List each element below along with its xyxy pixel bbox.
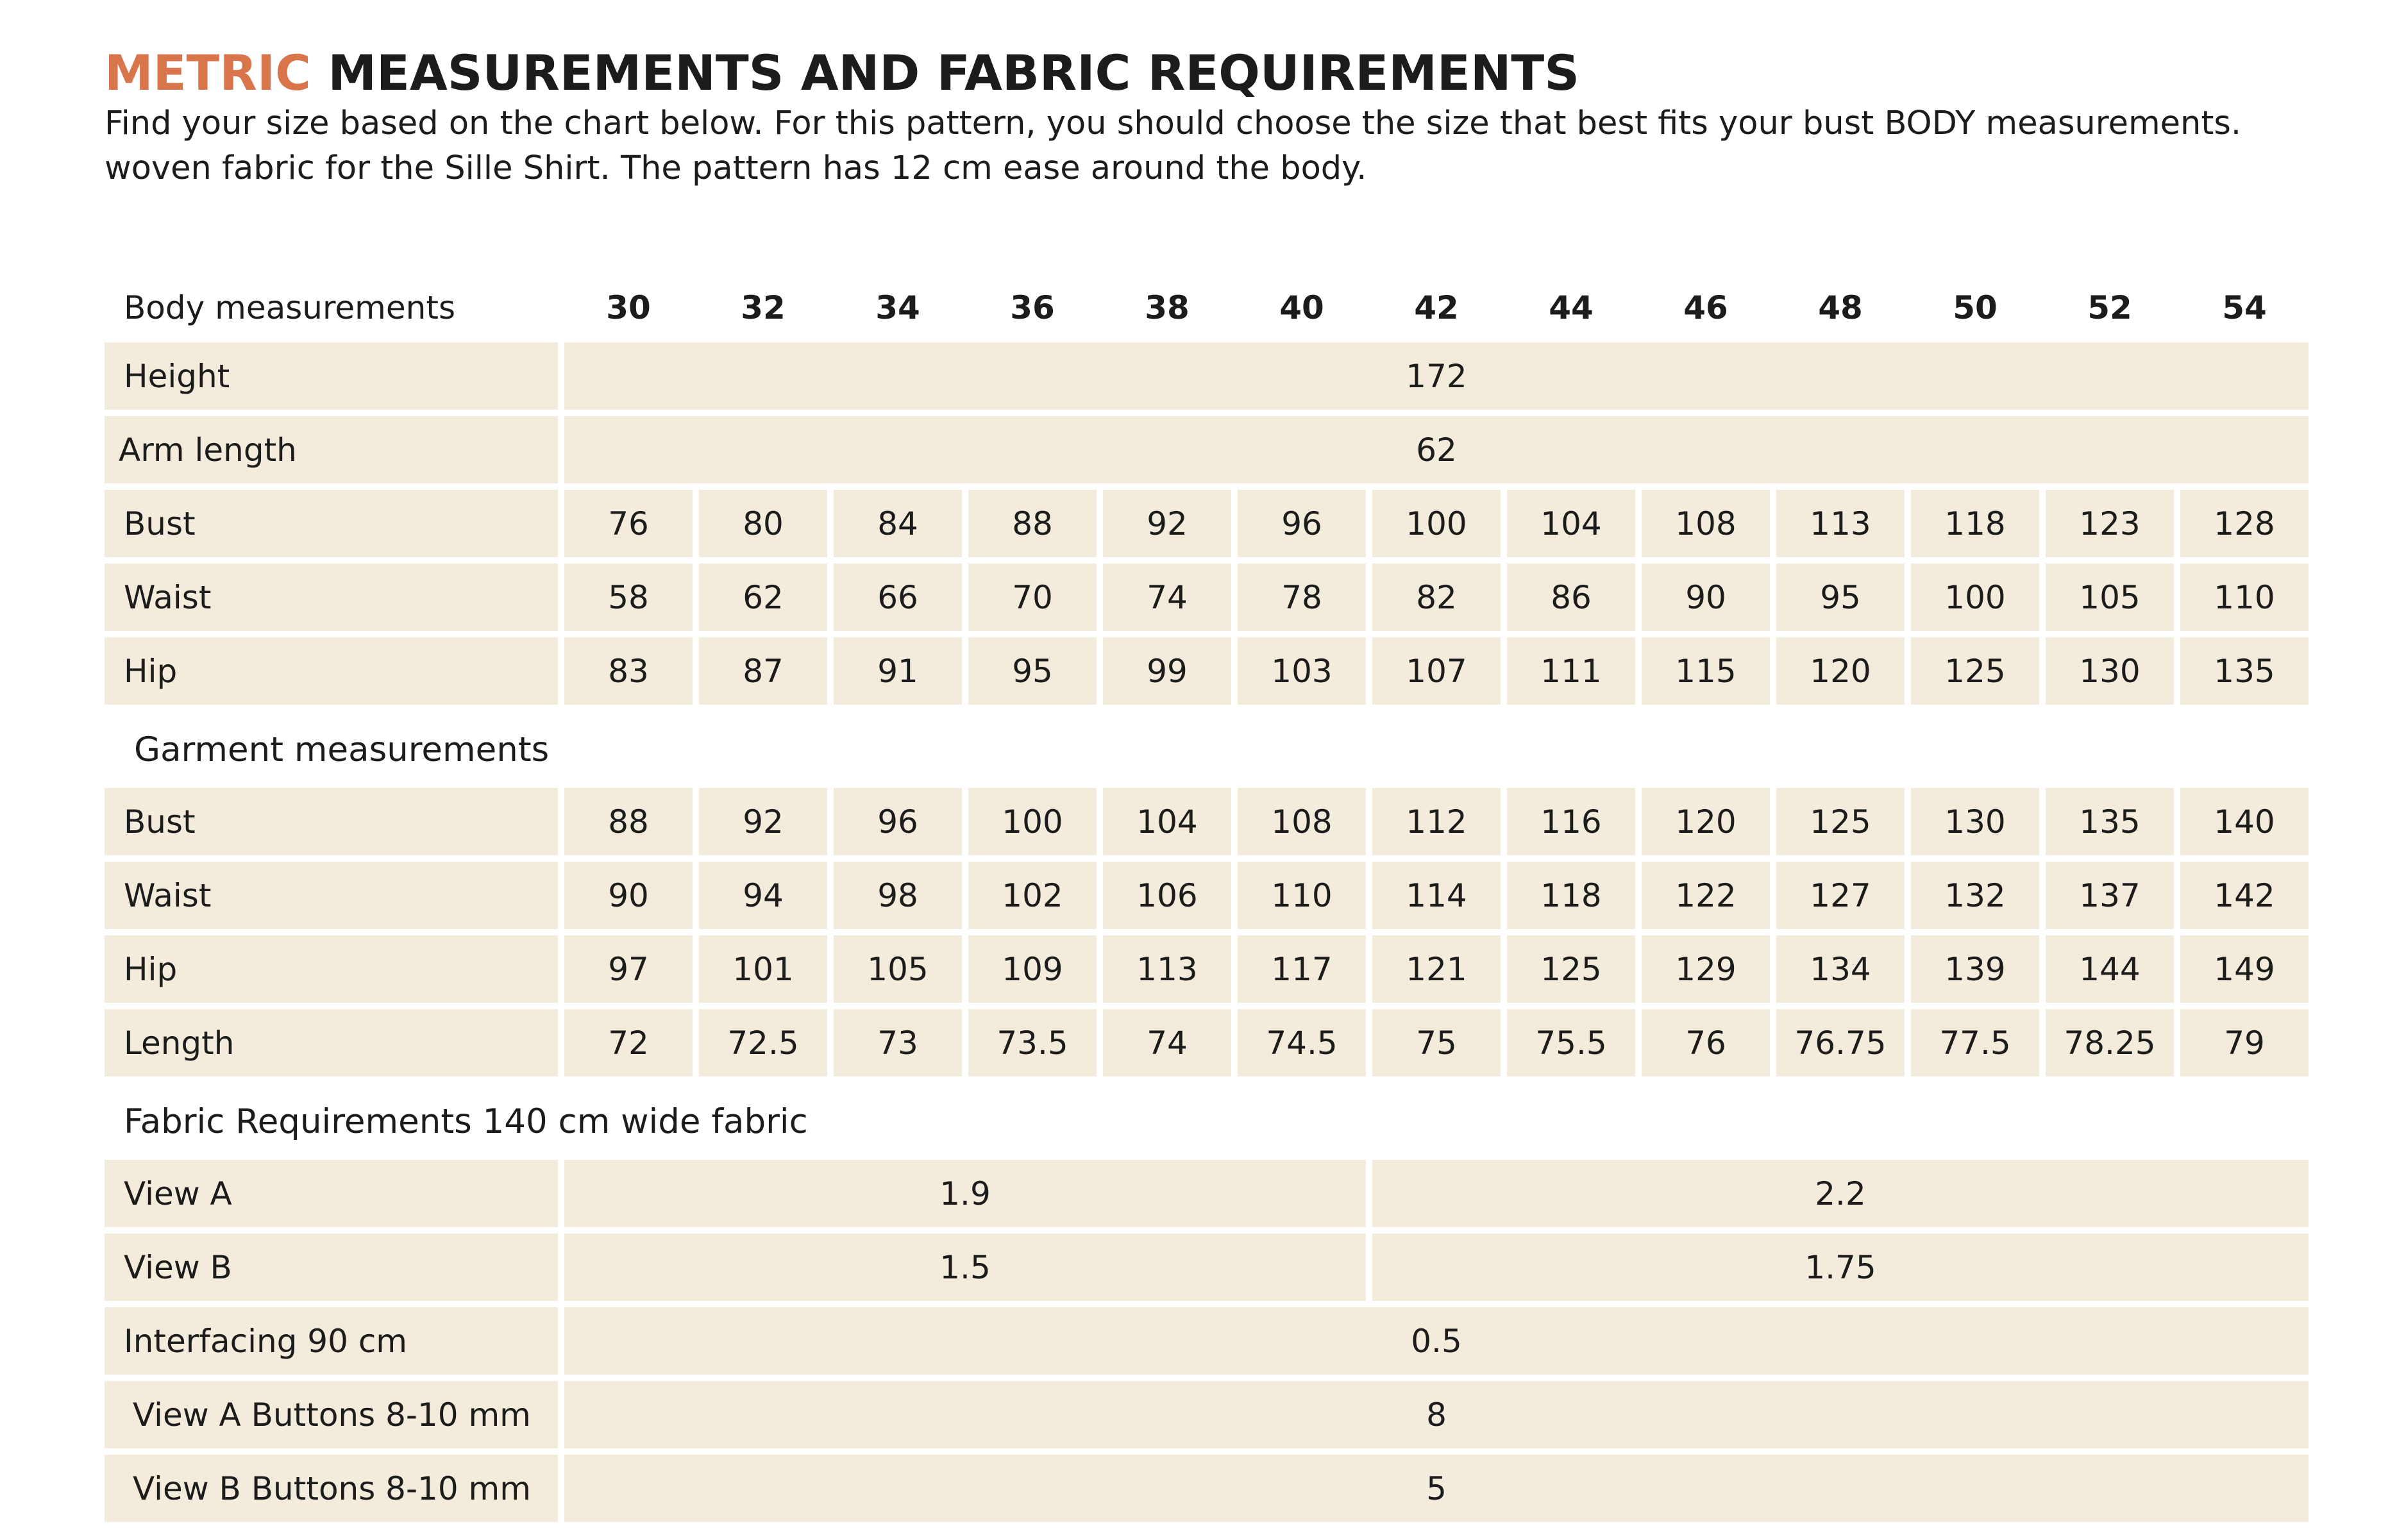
body-cell: 108: [1642, 490, 1770, 564]
body-cell: 84: [834, 490, 962, 564]
body-cell: 76: [564, 490, 693, 564]
row-label-interfacing: Interfacing 90 cm: [105, 1307, 558, 1381]
body-cell: 100: [1911, 564, 2039, 637]
body-cell: 100: [1372, 490, 1501, 564]
garment-cell: 142: [2180, 862, 2309, 935]
garment-measurements-heading: Garment measurements: [134, 730, 550, 769]
body-cell: 82: [1372, 564, 1501, 637]
view-b-small-sizes: 1.5: [564, 1234, 1366, 1307]
garment-cell: 105: [834, 935, 962, 1009]
garment-cell: 75: [1372, 1009, 1501, 1083]
garment-cell: 114: [1372, 862, 1501, 935]
row-label-buttons-b: View B Buttons 8-10 mm: [105, 1455, 558, 1528]
size-header: 44: [1549, 289, 1594, 326]
size-header: 34: [875, 289, 920, 326]
garment-cell: 134: [1776, 935, 1905, 1009]
body-cell: 96: [1238, 490, 1366, 564]
body-cell: 88: [968, 490, 1097, 564]
garment-cell: 94: [699, 862, 827, 935]
size-header: 36: [1010, 289, 1055, 326]
garment-cell: 72.5: [699, 1009, 827, 1083]
garment-cell: 135: [2046, 788, 2174, 862]
size-header: 54: [2222, 289, 2267, 326]
garment-cell: 88: [564, 788, 693, 862]
interfacing-value: 0.5: [564, 1307, 2309, 1381]
body-cell: 62: [699, 564, 827, 637]
view-a-large-sizes: 2.2: [1372, 1160, 2309, 1234]
garment-cell: 104: [1103, 788, 1231, 862]
view-a-small-sizes: 1.9: [564, 1160, 1366, 1234]
body-cell: 113: [1776, 490, 1905, 564]
body-cell: 66: [834, 564, 962, 637]
garment-cell: 127: [1776, 862, 1905, 935]
body-cell: 95: [968, 637, 1097, 711]
body-cell: 103: [1238, 637, 1366, 711]
row-label-height: Height: [105, 342, 558, 416]
garment-cell: 129: [1642, 935, 1770, 1009]
body-cell: 105: [2046, 564, 2174, 637]
garment-cell: 92: [699, 788, 827, 862]
garment-cell: 121: [1372, 935, 1501, 1009]
garment-cell: 76: [1642, 1009, 1770, 1083]
body-cell: 74: [1103, 564, 1231, 637]
body-cell: 130: [2046, 637, 2174, 711]
garment-cell: 116: [1507, 788, 1635, 862]
garment-cell: 113: [1103, 935, 1231, 1009]
intro-line-2: woven fabric for the Sille Shirt. The pattern has 12 cm ease around the body.: [105, 149, 1367, 187]
garment-cell: 112: [1372, 788, 1501, 862]
body-cell: 120: [1776, 637, 1905, 711]
body-cell: 123: [2046, 490, 2174, 564]
body-cell: 107: [1372, 637, 1501, 711]
body-cell: 111: [1507, 637, 1635, 711]
garment-cell: 78.25: [2046, 1009, 2174, 1083]
body-cell: 83: [564, 637, 693, 711]
row-label-arm-length: Arm length: [105, 416, 558, 490]
body-cell: 90: [1642, 564, 1770, 637]
garment-cell: 73: [834, 1009, 962, 1083]
fabric-requirements-heading: Fabric Requirements 140 cm wide fabric: [124, 1101, 808, 1141]
garment-cell: 90: [564, 862, 693, 935]
size-header: 40: [1279, 289, 1324, 326]
body-cell: 125: [1911, 637, 2039, 711]
garment-cell: 132: [1911, 862, 2039, 935]
body-cell: 128: [2180, 490, 2309, 564]
garment-cell: 74: [1103, 1009, 1231, 1083]
garment-cell: 139: [1911, 935, 2039, 1009]
garment-cell: 110: [1238, 862, 1366, 935]
page-title: [105, 46, 1579, 100]
arm-length-value: 62: [564, 416, 2309, 490]
title-accent: METRIC: [105, 44, 311, 101]
body-cell: 110: [2180, 564, 2309, 637]
row-label-view-a: View A: [105, 1160, 558, 1234]
size-chart-table: [105, 273, 2309, 1528]
size-header: 48: [1818, 289, 1863, 326]
body-cell: 135: [2180, 637, 2309, 711]
garment-row-label: Bust: [105, 788, 558, 862]
garment-cell: 97: [564, 935, 693, 1009]
garment-cell: 117: [1238, 935, 1366, 1009]
intro-text: [105, 101, 2381, 191]
body-row-label: Bust: [105, 490, 558, 564]
body-cell: 70: [968, 564, 1097, 637]
body-cell: 104: [1507, 490, 1635, 564]
garment-cell: 102: [968, 862, 1097, 935]
size-header: 50: [1953, 289, 1998, 326]
body-cell: 80: [699, 490, 827, 564]
intro-line-1: Find your size based on the chart below. For this pattern, you should choose the size that best fits your bust BODY measurements.: [105, 105, 2242, 142]
garment-cell: 137: [2046, 862, 2174, 935]
row-label-buttons-a: View A Buttons 8-10 mm: [105, 1381, 558, 1455]
body-row-label: Hip: [105, 637, 558, 711]
body-cell: 58: [564, 564, 693, 637]
garment-cell: 144: [2046, 935, 2174, 1009]
garment-cell: 140: [2180, 788, 2309, 862]
garment-row-label: Length: [105, 1009, 558, 1083]
garment-cell: 76.75: [1776, 1009, 1905, 1083]
body-measurements-header: Body measurements: [124, 289, 455, 326]
buttons-b-value: 5: [564, 1455, 2309, 1528]
garment-cell: 74.5: [1238, 1009, 1366, 1083]
garment-cell: 120: [1642, 788, 1770, 862]
size-header: 46: [1683, 289, 1728, 326]
garment-cell: 77.5: [1911, 1009, 2039, 1083]
garment-cell: 79: [2180, 1009, 2309, 1083]
title-rest: MEASUREMENTS AND FABRIC REQUIREMENTS: [310, 44, 1580, 101]
body-cell: 86: [1507, 564, 1635, 637]
garment-cell: 149: [2180, 935, 2309, 1009]
body-cell: 118: [1911, 490, 2039, 564]
body-cell: 78: [1238, 564, 1366, 637]
garment-cell: 130: [1911, 788, 2039, 862]
garment-cell: 96: [834, 788, 962, 862]
size-header: 38: [1145, 289, 1190, 326]
body-cell: 87: [699, 637, 827, 711]
size-header: 32: [741, 289, 786, 326]
body-cell: 92: [1103, 490, 1231, 564]
size-header: 30: [606, 289, 651, 326]
garment-cell: 98: [834, 862, 962, 935]
garment-cell: 125: [1776, 788, 1905, 862]
height-value: 172: [564, 342, 2309, 416]
garment-cell: 101: [699, 935, 827, 1009]
garment-row-label: Hip: [105, 935, 558, 1009]
garment-cell: 118: [1507, 862, 1635, 935]
buttons-a-value: 8: [564, 1381, 2309, 1455]
garment-cell: 73.5: [968, 1009, 1097, 1083]
body-cell: 99: [1103, 637, 1231, 711]
garment-cell: 106: [1103, 862, 1231, 935]
body-cell: 95: [1776, 564, 1905, 637]
garment-cell: 100: [968, 788, 1097, 862]
row-label-view-b: View B: [105, 1234, 558, 1307]
garment-cell: 109: [968, 935, 1097, 1009]
garment-cell: 72: [564, 1009, 693, 1083]
garment-cell: 75.5: [1507, 1009, 1635, 1083]
size-header: 42: [1414, 289, 1459, 326]
garment-cell: 125: [1507, 935, 1635, 1009]
view-b-large-sizes: 1.75: [1372, 1234, 2309, 1307]
body-row-label: Waist: [105, 564, 558, 637]
body-cell: 115: [1642, 637, 1770, 711]
garment-cell: 108: [1238, 788, 1366, 862]
garment-row-label: Waist: [105, 862, 558, 935]
garment-cell: 122: [1642, 862, 1770, 935]
body-cell: 91: [834, 637, 962, 711]
size-header: 52: [2087, 289, 2132, 326]
